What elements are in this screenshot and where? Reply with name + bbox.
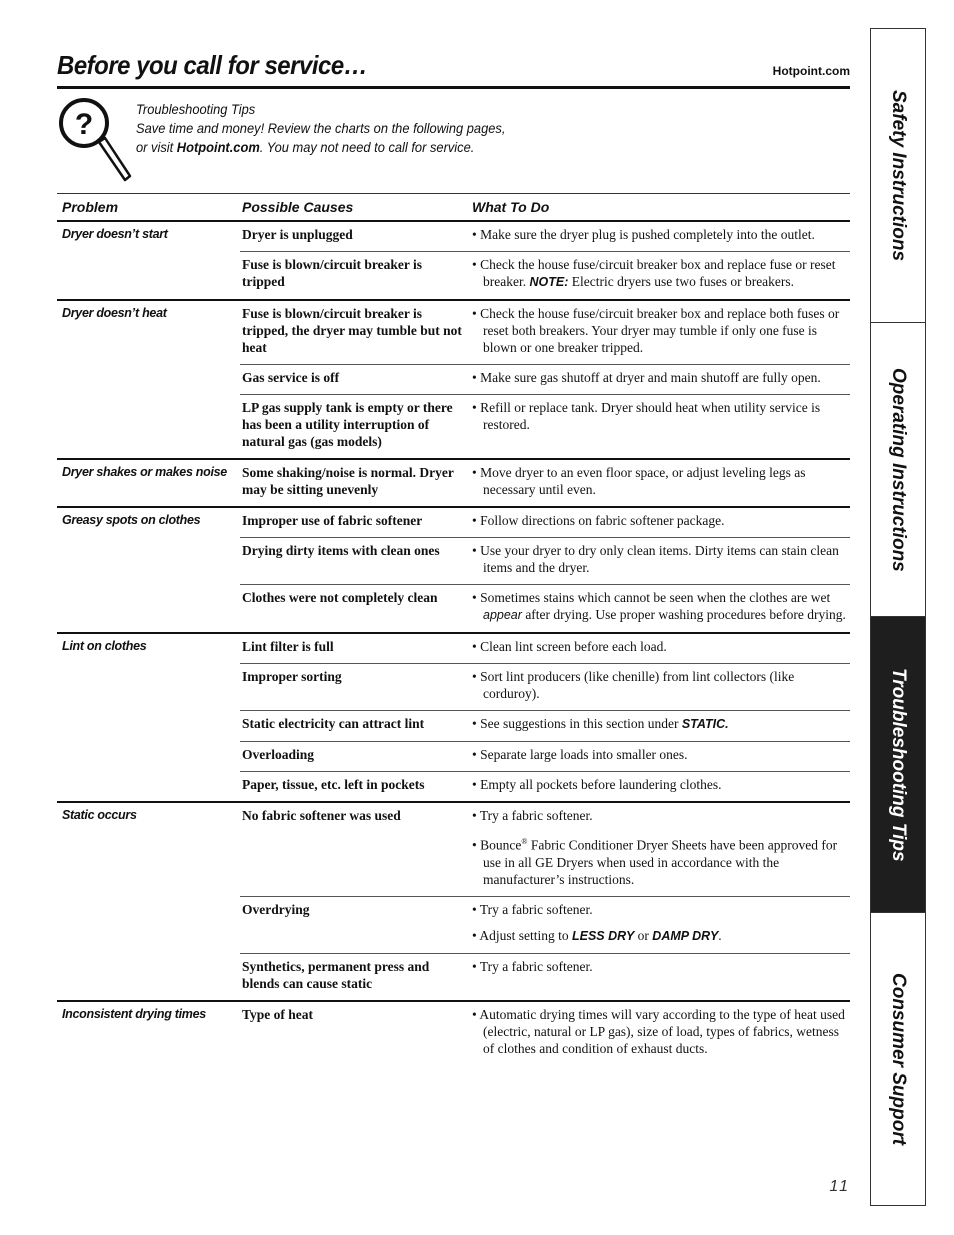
header-rule [57,86,850,89]
tab-label: Operating Instructions [888,367,909,572]
action-text: Empty all pockets before laundering clothes. [480,777,722,792]
action-text: Separate large loads into smaller ones. [480,747,688,762]
magnifier-question-icon [57,96,135,186]
action-text: or [634,927,653,943]
action-text: Check the house fuse/circuit breaker box and replace both fuses or reset both breakers. Your dryer may tumble if only one fuse is blown or one breaker tripped. [480,306,840,355]
action-item: • Sort lint producers (like chenille) from lint collectors (like corduroy). [472,669,795,701]
action-cell [470,1002,850,1065]
table-row [240,896,850,953]
tips-line-1: Save time and money! Review the charts on the following pages, [136,120,506,136]
cause-cell: Fuse is blown/circuit breaker is tripped, the dryer may tumble but not heat [242,306,462,355]
cause-cell: Paper, tissue, etc. left in pockets [242,777,425,792]
cause-cell: Improper use of fabric softener [242,513,423,528]
problem-label: Dryer shakes or makes noise [62,465,227,479]
tips-text: or visit [136,139,177,155]
action-item: • Check the house fuse/circuit breaker box and replace fuse or reset breaker. NOTE: Electric dryers use two fuses or breakers. [472,257,836,289]
cause-cell: Static electricity can attract lint [242,716,425,731]
action-text: See suggestions in this section under [480,716,682,731]
cause-cell: Fuse is blown/circuit breaker is tripped [242,257,423,289]
cause-cell: Gas service is off [242,370,340,385]
action-text: Try a fabric softener. [479,808,593,823]
action-cell [470,634,850,663]
column-header-what-to-do: What To Do [472,199,550,215]
cause-cell: Overloading [242,747,315,762]
action-item: • Automatic drying times will vary according to the type of heat used (electric, natural or LP gas), size of load, types of fabrics, wetness of clothes and condition of exhaust ducts. [472,1006,845,1056]
tab-operating-instructions[interactable] [871,323,925,617]
cause-cell: Some shaking/noise is normal. Dryer may be sitting unevenly [242,465,454,497]
action-text: Check the house fuse/circuit breaker box and replace fuse or reset breaker. [480,257,836,289]
action-cell [470,803,850,896]
action-text: Automatic drying times will vary according to the type of heat used (electric, natural or LP gas), size of load, types of fabrics, wetness of clothes and condition of exhaust ducts. [479,1006,845,1056]
cause-cell: Lint filter is full [242,639,334,654]
tab-label: Troubleshooting Tips [888,667,909,862]
action-item: • Separate large loads into smaller ones. [472,747,688,762]
registered-mark: ® [521,837,528,846]
cause-cell: Synthetics, permanent press and blends can cause static [242,958,430,991]
site-name: Hotpoint.com [772,64,850,78]
action-text: Refill or replace tank. Dryer should heat when utility service is restored. [480,400,821,432]
table-row [240,508,850,537]
troubleshooting-table [57,193,850,1065]
table-row [240,460,850,506]
action-text: Make sure the dryer plug is pushed completely into the outlet. [480,227,815,242]
section-tabs [870,28,926,1206]
note-text: Electric dryers use two fuses or breakers. [568,274,795,289]
action-text: Make sure gas shutoff at dryer and main shutoff are fully open. [480,370,821,385]
note-label: NOTE: [529,275,569,289]
static-reference: STATIC. [681,717,729,731]
table-row [240,741,850,771]
action-cell [470,301,850,364]
action-cell [470,460,850,506]
action-cell [470,222,850,251]
tips-heading: Troubleshooting Tips [136,101,256,117]
action-item: • Try a fabric softener. [472,958,593,974]
cause-cell: Dryer is unplugged [242,227,353,242]
problem-group [57,1002,850,1065]
column-header-problem: Problem [62,199,119,215]
tips-site-link[interactable]: Hotpoint.com [176,139,260,155]
action-cell [470,954,850,1000]
action-cell [470,538,850,584]
action-item: • Sometimes stains which cannot be seen when the clothes are wet appear after drying. Use proper washing procedures before drying. [472,590,846,622]
tips-intro [136,100,651,157]
svg-text:?: ? [74,108,94,141]
page-title: Before you call for service… [57,50,368,80]
problem-group [57,508,850,634]
problem-group [57,460,850,508]
setting-less-dry: LESS DRY [572,928,635,943]
tab-safety-instructions[interactable] [871,29,925,323]
table-header [57,193,850,222]
action-cell [470,395,850,458]
table-row [240,364,850,394]
table-row [240,953,850,1000]
problem-label: Dryer doesn’t start [62,227,168,241]
cause-cell: LP gas supply tank is empty or there has been a utility interruption of natural gas (gas models) [242,400,453,449]
action-cell [470,742,850,771]
action-text: Sometimes stains which cannot be seen when the clothes are wet [480,590,831,605]
table-row [240,771,850,801]
table-row [240,663,850,710]
tips-text: . You may not need to call for service. [259,139,475,155]
tab-consumer-support[interactable] [871,913,925,1205]
table-row [240,710,850,741]
problem-group [57,634,850,803]
cause-cell: No fabric softener was used [242,808,401,823]
table-row [240,222,850,251]
action-item: • Make sure gas shutoff at dryer and main shutoff are fully open. [472,370,821,385]
action-item: • Follow directions on fabric softener package. [472,513,725,528]
action-cell [470,711,850,741]
problem-group [57,803,850,1002]
action-text: Adjust setting to [479,927,572,943]
action-text: Fabric Conditioner Dryer Sheets have been approved for use in all GE Dryers when used in accordance with the manufacturer’s instructions. [483,837,838,887]
tab-troubleshooting-tips[interactable] [871,617,925,913]
action-text: Bounce [480,837,522,853]
action-cell [470,252,850,299]
action-item: • Bounce® Fabric Conditioner Dryer Sheets have been approved for use in all GE Dryers when used in accordance with the manufacturer’s instructions. [472,837,838,887]
table-row [240,803,850,896]
action-cell [470,365,850,394]
table-row [240,634,850,663]
action-text: Try a fabric softener. [479,901,593,917]
action-cell [470,508,850,537]
action-text: . [718,927,722,943]
action-item: • Clean lint screen before each load. [472,639,667,654]
tab-label: Safety Instructions [888,89,909,262]
problem-label: Inconsistent drying times [62,1006,206,1021]
problem-group [57,301,850,460]
action-cell [470,772,850,801]
action-emphasis: appear [483,608,522,622]
action-text: Sort lint producers (like chenille) from lint collectors (like corduroy). [480,669,795,701]
tips-line-2 [136,138,651,157]
action-cell [470,585,850,632]
table-row [240,584,850,632]
action-item: • Try a fabric softener. [472,901,593,917]
table-row [240,394,850,458]
action-cell [470,897,850,953]
problem-group [57,222,850,301]
action-item: • Empty all pockets before laundering clothes. [472,777,722,792]
table-row [240,1002,850,1065]
table-row [240,251,850,299]
cause-cell: Drying dirty items with clean ones [242,543,440,558]
action-item: • Refill or replace tank. Dryer should heat when utility service is restored. [472,400,821,432]
setting-damp-dry: DAMP DRY [652,928,719,943]
table-row [240,537,850,584]
cause-cell: Clothes were not completely clean [242,590,438,605]
action-item: • Make sure the dryer plug is pushed completely into the outlet. [472,227,815,242]
problem-label: Greasy spots on clothes [62,513,201,527]
table-row [240,301,850,364]
action-text: Use your dryer to dry only clean items. Dirty items can stain clean items and the dryer. [480,543,839,575]
tab-label: Consumer Support [888,972,909,1146]
cause-cell: Overdrying [242,901,310,917]
page-number: 11 [829,1178,850,1195]
action-text: Clean lint screen before each load. [480,639,667,654]
action-item: • Try a fabric softener. [472,808,593,823]
action-item: • Move dryer to an even floor space, or adjust leveling legs as necessary until even. [472,465,806,497]
action-item: • Use your dryer to dry only clean items. Dirty items can stain clean items and the dryer. [472,543,839,575]
action-text: after drying. Use proper washing procedures before drying. [521,607,846,622]
problem-label: Dryer doesn’t heat [62,306,167,320]
column-header-causes: Possible Causes [242,199,354,215]
action-cell [470,664,850,710]
action-item: • Adjust setting to LESS DRY or DAMP DRY. [472,927,722,943]
action-text: Try a fabric softener. [479,958,593,974]
problem-label: Static occurs [62,808,137,822]
problem-label: Lint on clothes [62,639,147,653]
action-text: Follow directions on fabric softener package. [480,513,725,528]
action-text: Move dryer to an even floor space, or adjust leveling legs as necessary until even. [480,465,806,497]
cause-cell: Type of heat [242,1006,313,1022]
action-item: • Check the house fuse/circuit breaker box and replace both fuses or reset both breakers. Your dryer may tumble if only one fuse is blown or one breaker tripped. [472,306,840,355]
action-item: • See suggestions in this section under STATIC. [472,716,729,731]
cause-cell: Improper sorting [242,669,342,684]
